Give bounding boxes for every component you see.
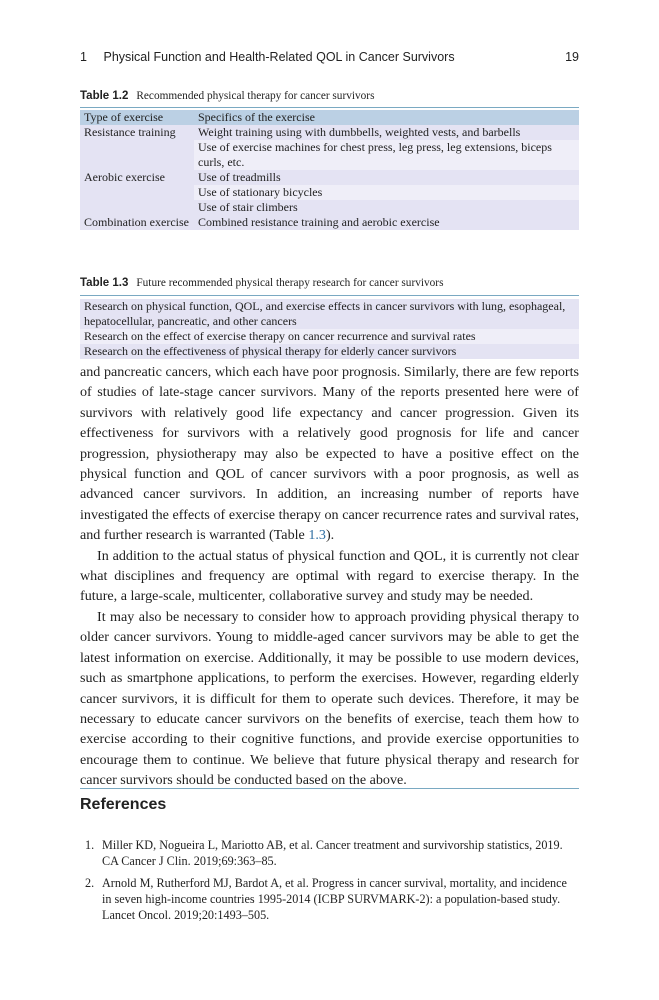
- specifics-line: Use of stair climbers: [194, 200, 579, 215]
- table-1-3-caption-text: Future recommended physical therapy research for cancer survivors: [136, 277, 444, 289]
- page-number: 19: [565, 50, 579, 64]
- exercise-specifics-cell: [194, 125, 579, 170]
- table-row: [80, 215, 579, 230]
- research-item-cell: Research on physical function, QOL, and exercise effects in cancer survivors with lung, esophageal, hepatocellular, pancreatic, and other cancers: [80, 299, 579, 329]
- chapter-number: 1: [80, 50, 87, 64]
- references-heading: References: [80, 796, 167, 813]
- paragraph: It may also be necessary to consider how to approach providing physical therapy to older cancer survivors. Young to middle-aged cancer survivors may be able to get the latest information on exercise. Additionally, it may be possible to use modern devices, such as smartphone applications, to perform the exercises. However, regarding elderly cancer survivors, it is difficult for them to operate such devices. Therefore, it may be necessary to educate cancer survivors on the benefits of exercise, teach them how to exercise according to their cognitive functions, and provide exercise opportunities to encourage them to continue. We believe that future physical therapy and research for cancer survivors should be conducted based on the above.: [80, 608, 579, 789]
- specifics-line: Use of treadmills: [194, 170, 579, 185]
- table-header-cell: Type of exercise: [80, 110, 194, 125]
- specifics-line: Use of exercise machines for chest press, leg press, leg extensions, biceps curls, etc.: [194, 140, 579, 170]
- table-row: [80, 170, 579, 215]
- table-1-2: [80, 110, 579, 230]
- body-text: [80, 362, 579, 791]
- reference-number: 2.: [85, 876, 95, 890]
- paragraph-text: ).: [325, 527, 335, 544]
- exercise-type-cell: Resistance training: [80, 125, 194, 170]
- table-1-3-link[interactable]: 1.3: [308, 527, 326, 544]
- table-1-3-top-rule: [80, 295, 579, 296]
- table-row: [80, 329, 579, 344]
- table-1-2-label: Table 1.2: [80, 90, 129, 102]
- table-row: [80, 299, 579, 329]
- exercise-specifics-cell: [194, 170, 579, 215]
- references-rule: [80, 788, 579, 789]
- reference-item: [80, 837, 579, 869]
- paragraph-text: and pancreatic cancers, which each have poor prognosis. Similarly, there are few reports of studies of late-stage cancer survivors. Many of the reports presented here were of survivors with relatively good life expectancy and cancer progression. Given its effectiveness for survivors with a relatively good prognosis for life and cancer progression, physiotherapy may also be expected to have a positive effect on the physical function and QOL of cancer survivors with a poor prognosis, as well as advanced cancer survivors. In addition, an increasing number of reports have investigated the effects of exercise therapy on cancer recurrence rates and survival rates, and further research is warranted (Table: [80, 364, 579, 544]
- reference-text: Miller KD, Nogueira L, Mariotto AB, et al. Cancer treatment and survivorship statistics, 2019. CA Cancer J Clin. 2019;69:363–85.: [102, 838, 563, 868]
- exercise-specifics-cell: Combined resistance training and aerobic exercise: [194, 215, 579, 230]
- reference-list: [80, 837, 579, 929]
- paragraph: In addition to the actual status of physical function and QOL, it is currently not clear what disciplines and frequency are optimal with regard to exercise therapy. In the future, a large-scale, multicenter, collaborative survey and study may be needed.: [80, 547, 579, 605]
- table-1-3-caption: [80, 277, 579, 289]
- reference-text: Arnold M, Rutherford MJ, Bardot A, et al. Progress in cancer survival, mortality, and incidence in seven high-income countries 1995-2014 (ICBP SURVMARK-2): a population-based study. Lancet Oncol. 2019;20:1493–505.: [102, 876, 567, 922]
- table-1-3: [80, 299, 579, 359]
- chapter-title: Physical Function and Health-Related QOL in Cancer Survivors: [103, 50, 455, 64]
- table-row: [80, 125, 579, 170]
- research-item-cell: Research on the effectiveness of physical therapy for elderly cancer survivors: [80, 344, 579, 359]
- reference-number: 1.: [85, 838, 95, 852]
- table-1-2-caption: [80, 90, 579, 102]
- table-1-3-label: Table 1.3: [80, 277, 129, 289]
- research-item-cell: Research on the effect of exercise therapy on cancer recurrence and survival rates: [80, 329, 579, 344]
- table-1-2-caption-text: Recommended physical therapy for cancer survivors: [136, 90, 375, 102]
- exercise-type-cell: Combination exercise: [80, 215, 194, 230]
- exercise-type-cell: Aerobic exercise: [80, 170, 194, 215]
- reference-item: [80, 875, 579, 923]
- specifics-line: Use of stationary bicycles: [194, 185, 579, 200]
- table-header-cell: Specifics of the exercise: [194, 110, 579, 125]
- table-1-2-top-rule: [80, 107, 579, 108]
- specifics-line: Weight training using with dumbbells, weighted vests, and barbells: [194, 125, 579, 140]
- table-header-row: [80, 110, 579, 125]
- paragraph: [80, 362, 579, 546]
- table-row: [80, 344, 579, 359]
- running-head: [80, 50, 579, 64]
